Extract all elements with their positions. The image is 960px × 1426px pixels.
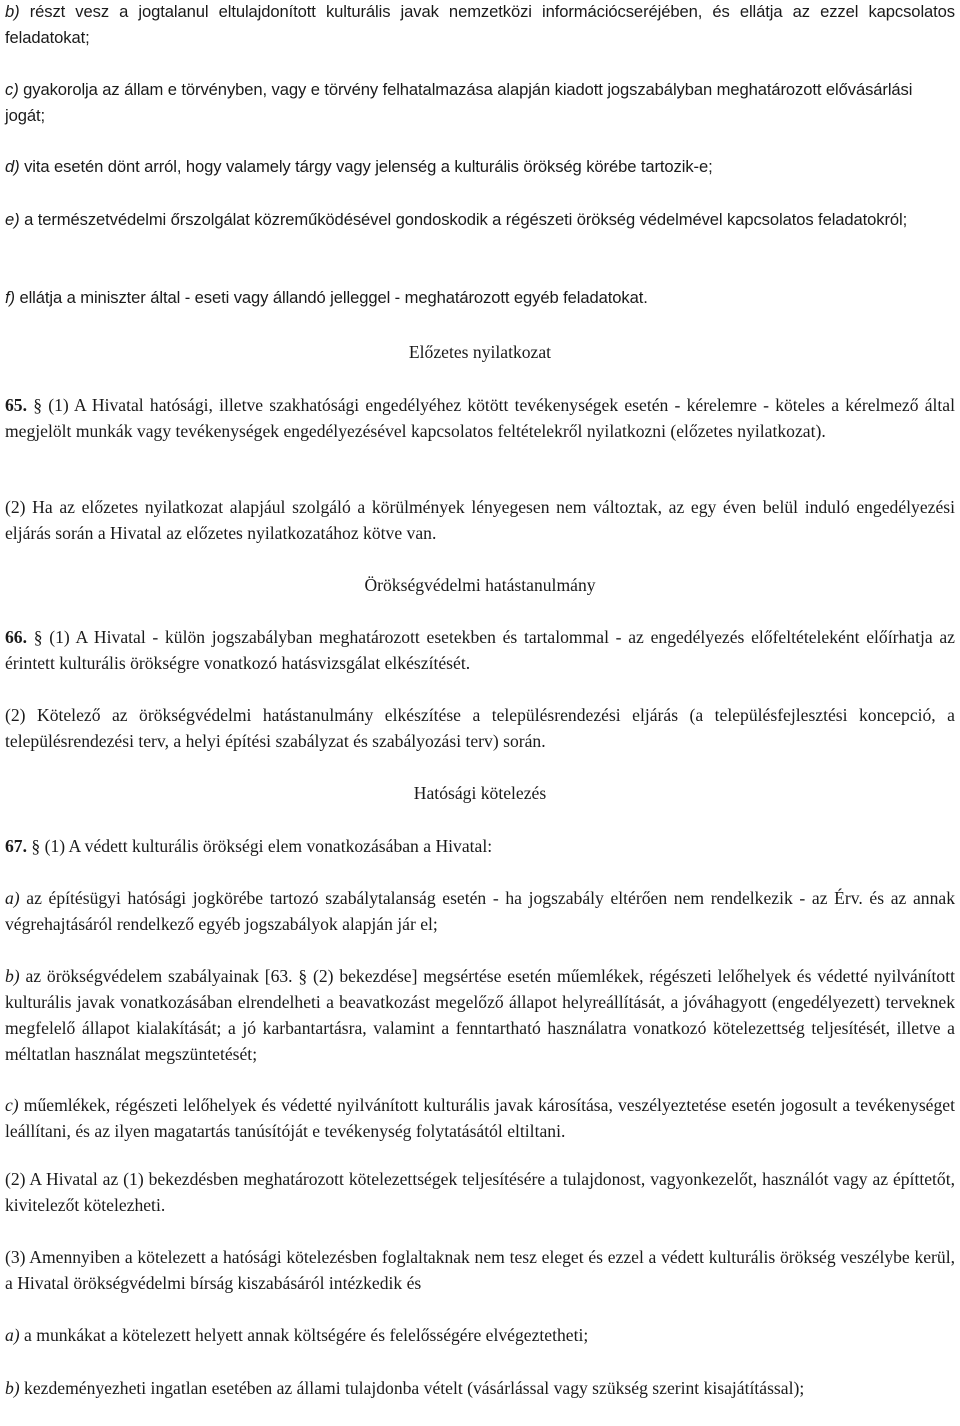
item-67-c: [5, 1092, 955, 1144]
section-heading: Örökségvédelmi hatástanulmány: [364, 575, 596, 595]
paragraph-text: (3) Amennyiben a kötelezett a hatósági kötelezésben foglaltaknak nem tesz eleget és ezzel a védett kulturális örökség veszélybe kerül, a Hivatal örökségvédelmi bírság kiszabásáról intézkedik és: [5, 1247, 955, 1293]
paragraph-text: § (1) A Hivatal hatósági, illetve szakhatósági engedélyéhez kötött tevékenységek esetén - kérelemre - köteles a kérelmező által megjelölt munkák vagy tevékenységek engedélyezésével kapcsolatos feltételekről nyilatkozni (előzetes nyilatkozat).: [5, 395, 955, 441]
item-d: [5, 154, 955, 180]
section-66-para-1: [5, 624, 955, 676]
section-67-para-1: [5, 833, 955, 859]
item-c: [5, 77, 955, 129]
item-text: vita esetén dönt arról, hogy valamely tárgy vagy jelenség a kulturális örökség körébe tartozik-e;: [19, 157, 713, 176]
item-f: [5, 285, 955, 311]
item-b: [5, 0, 955, 51]
paragraph-text: § (1) A védett kulturális örökségi elem vonatkozásában a Hivatal:: [27, 836, 493, 856]
paragraph-text: § (1) A Hivatal - külön jogszabályban meghatározott esetekben és tartalommal - az engedélyezés előfeltételeként előírhatja az érintett kulturális örökségre vonatkozó hatásvizsgálat elkészítését.: [5, 627, 955, 673]
item-letter: e): [5, 210, 20, 229]
section-65-para-2: [5, 494, 955, 546]
item-67-b: [5, 963, 955, 1067]
item-67-a: [5, 885, 955, 937]
item-text: ellátja a miniszter által - eseti vagy állandó jelleggel - meghatározott egyéb feladatokat.: [14, 288, 648, 307]
item-text: részt vesz a jogtalanul eltulajdonított kulturális javak nemzetközi információcseréjében, és ellátja az ezzel kapcsolatos feladatokat;: [5, 2, 955, 47]
item-letter: b): [5, 2, 20, 21]
item-text: gyakorolja az állam e törvényben, vagy e törvény felhatalmazása alapján kiadott jogszabályban meghatározott elővásárlási jogát;: [5, 80, 913, 125]
item-letter: b): [5, 1378, 20, 1398]
item-letter: c): [5, 80, 19, 99]
item-text: műemlékek, régészeti lelőhelyek és védetté nyilvánított kulturális javak károsítása, veszélyeztetése esetén jogosult a tevékenységet leállítani, és az ilyen magatartás tanúsítóját e tevékenység folytatásától eltiltani.: [5, 1095, 955, 1141]
item-e: [5, 207, 955, 233]
section-67-para-3: [5, 1244, 955, 1296]
section-67-para-2: [5, 1166, 955, 1218]
item-text: az örökségvédelem szabályainak [63. § (2) bekezdése] megsértése esetén műemlékek, régészeti lelőhelyek és védetté nyilvánított kulturális javak vonatkozásában elrendelheti a beavatkozást megelőző állapot helyreállítását, a jóváhagyott (engedélyezett) terveknek megfelelő állapot kialakítását; a jó karbantartásra, valamint a fenntartható használatra vonatkozó kötelezettség teljesítését, illetve a méltatlan használat megszüntetését;: [5, 966, 955, 1064]
section-66-para-2: [5, 702, 955, 754]
item-67-b2: [5, 1375, 955, 1401]
item-letter: f): [5, 288, 15, 307]
item-letter: a): [5, 1325, 20, 1345]
item-letter: a): [5, 888, 20, 908]
item-text: a természetvédelmi őrszolgálat közreműködésével gondoskodik a régészeti örökség védelmével kapcsolatos feladatokról;: [19, 210, 908, 229]
section-number: 66.: [5, 627, 27, 647]
item-text: kezdeményezheti ingatlan esetében az állami tulajdonba vételt (vásárlással vagy szükség szerint kisajátítással);: [19, 1378, 805, 1398]
section-number: 65.: [5, 395, 27, 415]
section-65-para-1: [5, 392, 955, 444]
item-letter: b): [5, 966, 20, 986]
section-heading: Előzetes nyilatkozat: [408, 342, 552, 362]
item-text: a munkákat a kötelezett helyett annak költségére és felelősségére elvégeztetheti;: [19, 1325, 589, 1345]
item-letter: d): [5, 157, 20, 176]
item-letter: c): [5, 1095, 19, 1115]
section-heading: Hatósági kötelezés: [413, 783, 547, 803]
paragraph-text: (2) A Hivatal az (1) bekezdésben meghatározott kötelezettségek teljesítésére a tulajdonost, vagyonkezelőt, használót vagy az építtetőt, kivitelezőt kötelezheti.: [5, 1169, 955, 1215]
paragraph-text: (2) Ha az előzetes nyilatkozat alapjául szolgáló a körülmények lényegesen nem változtak, az egy éven belül induló engedélyezési eljárás során a Hivatal az előzetes nyilatkozatához kötve van.: [5, 497, 955, 543]
section-number: 67.: [5, 836, 27, 856]
item-text: az építésügyi hatósági jogkörébe tartozó szabálytalanság esetén - ha jogszabály eltérően nem rendelkezik - az Érv. és az annak végrehajtásáról rendelkező egyéb jogszabályok alapján jár el;: [5, 888, 955, 934]
paragraph-text: (2) Kötelező az örökségvédelmi hatástanulmány elkészítése a településrendezési eljárás (a településfejlesztési koncepció, a településrendezési terv, a helyi építési szabályzat és szabályozási terv) során.: [5, 705, 955, 751]
item-67-a2: [5, 1322, 955, 1348]
